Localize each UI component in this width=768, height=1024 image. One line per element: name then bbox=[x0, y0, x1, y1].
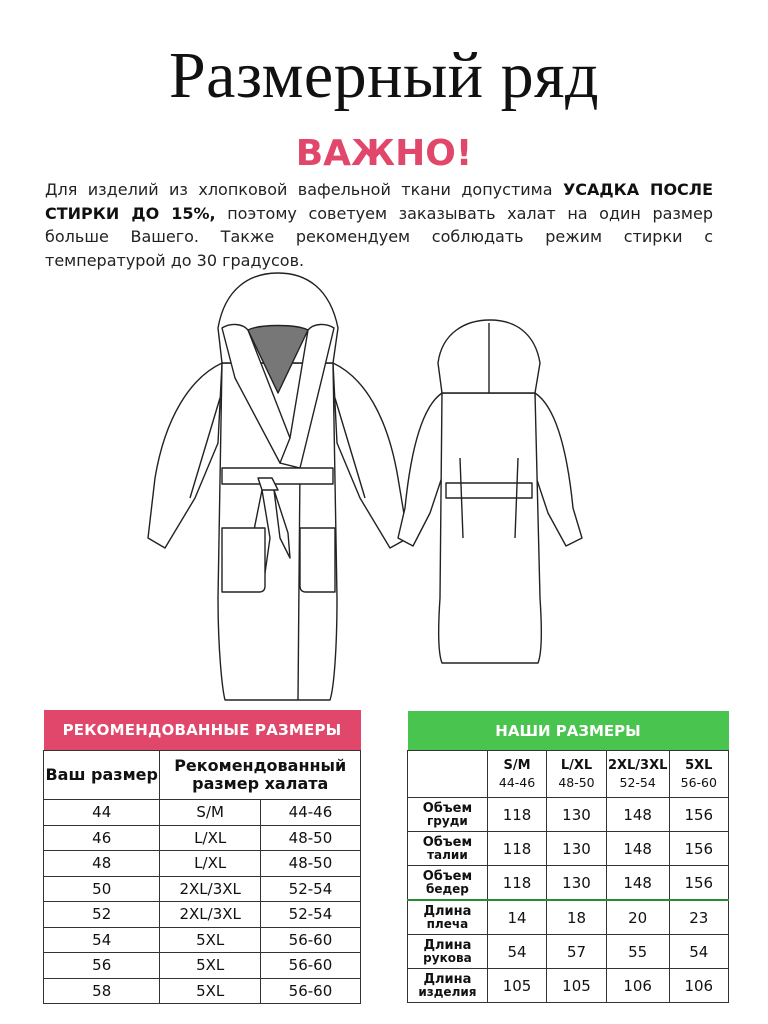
measurement-label-line1: Длина bbox=[423, 903, 472, 919]
size-name: 2XL/3XL bbox=[607, 758, 668, 773]
measurement-label-line1: Объем bbox=[422, 800, 473, 816]
measurement-value: 23 bbox=[669, 900, 728, 935]
size-column-header bbox=[487, 751, 546, 798]
size-name: 5XL bbox=[685, 758, 713, 773]
table-row bbox=[408, 969, 729, 1003]
measurement-value: 156 bbox=[669, 832, 728, 866]
table-row bbox=[44, 825, 361, 851]
measurement-value: 118 bbox=[487, 798, 546, 832]
measurement-value: 148 bbox=[606, 866, 669, 901]
robe-size-cell: 2XL/3XL bbox=[160, 902, 261, 928]
measurement-value: 156 bbox=[669, 798, 728, 832]
robe-range-cell: 56-60 bbox=[260, 978, 360, 1004]
table-row bbox=[408, 900, 729, 935]
measurement-value: 106 bbox=[669, 969, 728, 1003]
table-row bbox=[44, 876, 361, 902]
robe-size-cell: S/M bbox=[160, 800, 261, 826]
measurement-value: 130 bbox=[547, 798, 607, 832]
measurement-label-line2: талии bbox=[427, 847, 468, 862]
measurement-label-line2: изделия bbox=[418, 984, 477, 999]
size-range: 44-46 bbox=[498, 775, 536, 790]
measurement-label-line2: рукова bbox=[423, 950, 472, 965]
size-name: L/XL bbox=[560, 758, 593, 773]
measurement-value: 130 bbox=[547, 832, 607, 866]
robe-range-cell: 56-60 bbox=[260, 953, 360, 979]
table-row bbox=[44, 978, 361, 1004]
measurement-value: 57 bbox=[547, 935, 607, 969]
measurement-value: 54 bbox=[487, 935, 546, 969]
measurement-label-line1: Длина bbox=[423, 937, 472, 953]
recommended-robe-size-column-header: Рекомендованный размер халата bbox=[160, 751, 361, 800]
measurement-label-line1: Объем bbox=[422, 834, 473, 850]
your-size-cell: 46 bbox=[44, 825, 160, 851]
measurement-value: 156 bbox=[669, 866, 728, 901]
measurement-label-line2: бедер bbox=[425, 881, 469, 896]
our-sizes-header: НАШИ РАЗМЕРЫ bbox=[408, 711, 729, 751]
measurement-label bbox=[408, 866, 488, 901]
our-sizes-table bbox=[407, 711, 729, 1003]
measurement-value: 20 bbox=[606, 900, 669, 935]
robe-size-cell: L/XL bbox=[160, 825, 261, 851]
measurement-label bbox=[408, 900, 488, 935]
note-text-end: поэтому советуем заказывать халат на один размер больше Вашего. Также рекомендуем соблюдать режим стирки с температурой до 30 градусов. bbox=[45, 203, 713, 270]
robe-front-drawing bbox=[148, 273, 408, 700]
corner-cell bbox=[408, 751, 488, 798]
important-heading: ВАЖНО! bbox=[295, 133, 473, 174]
note-shrinkage-warning: УСАДКА ПОСЛЕ СТИРКИ ДО 15%, bbox=[45, 180, 714, 223]
measurement-value: 130 bbox=[547, 866, 607, 901]
measurement-value: 55 bbox=[606, 935, 669, 969]
robe-range-cell: 48-50 bbox=[260, 851, 360, 877]
table-row bbox=[408, 798, 729, 832]
robe-range-cell: 52-54 bbox=[260, 876, 360, 902]
robe-size-cell: 5XL bbox=[160, 953, 261, 979]
table-row bbox=[408, 832, 729, 866]
robe-range-cell: 48-50 bbox=[260, 825, 360, 851]
your-size-column-header: Ваш размер bbox=[44, 751, 160, 800]
measurement-label-line2: груди bbox=[427, 813, 468, 828]
measurement-label bbox=[408, 832, 488, 866]
measurement-label bbox=[408, 969, 488, 1003]
robe-size-cell: 5XL bbox=[160, 927, 261, 953]
measurement-value: 105 bbox=[547, 969, 607, 1003]
measurement-value: 148 bbox=[606, 832, 669, 866]
measurement-value: 54 bbox=[669, 935, 728, 969]
measurement-value: 106 bbox=[606, 969, 669, 1003]
table-row bbox=[44, 953, 361, 979]
washing-note bbox=[45, 178, 713, 272]
measurement-label-line1: Длина bbox=[423, 971, 472, 987]
recommended-sizes-table bbox=[43, 710, 361, 1004]
table-row bbox=[408, 866, 729, 901]
measurement-label-line1: Объем bbox=[422, 868, 473, 884]
measurement-value: 118 bbox=[487, 866, 546, 901]
note-text-start: Для изделий из хлопковой вафельной ткани допустима bbox=[45, 180, 563, 199]
robe-illustration bbox=[130, 268, 630, 708]
robe-size-cell: 5XL bbox=[160, 978, 261, 1004]
your-size-cell: 44 bbox=[44, 800, 160, 826]
size-range: 52-54 bbox=[619, 775, 656, 790]
measurement-label-line2: плеча bbox=[426, 916, 469, 931]
measurement-value: 14 bbox=[487, 900, 546, 935]
size-column-header bbox=[547, 751, 607, 798]
robe-range-cell: 44-46 bbox=[260, 800, 360, 826]
size-name: S/M bbox=[503, 758, 531, 773]
your-size-cell: 48 bbox=[44, 851, 160, 877]
robe-range-cell: 52-54 bbox=[260, 902, 360, 928]
table-row bbox=[44, 902, 361, 928]
robe-size-cell: 2XL/3XL bbox=[160, 876, 261, 902]
robe-size-cell: L/XL bbox=[160, 851, 261, 877]
measurement-value: 18 bbox=[547, 900, 607, 935]
table-row bbox=[44, 800, 361, 826]
page-title: Размерный ряд bbox=[168, 39, 600, 112]
robe-back-drawing bbox=[398, 320, 582, 663]
your-size-cell: 58 bbox=[44, 978, 160, 1004]
recommended-sizes-header: РЕКОМЕНДОВАННЫЕ РАЗМЕРЫ bbox=[44, 710, 361, 751]
table-row bbox=[44, 851, 361, 877]
measurement-label bbox=[408, 798, 488, 832]
measurement-value: 105 bbox=[487, 969, 546, 1003]
measurement-value: 148 bbox=[606, 798, 669, 832]
your-size-cell: 52 bbox=[44, 902, 160, 928]
robe-range-cell: 56-60 bbox=[260, 927, 360, 953]
size-range: 56-60 bbox=[680, 775, 717, 790]
size-column-header bbox=[669, 751, 728, 798]
your-size-cell: 56 bbox=[44, 953, 160, 979]
measurement-value: 118 bbox=[487, 832, 546, 866]
table-row bbox=[44, 927, 361, 953]
table-row bbox=[408, 935, 729, 969]
your-size-cell: 54 bbox=[44, 927, 160, 953]
size-range: 48-50 bbox=[558, 775, 595, 790]
measurement-label bbox=[408, 935, 488, 969]
your-size-cell: 50 bbox=[44, 876, 160, 902]
size-column-header bbox=[606, 751, 669, 798]
